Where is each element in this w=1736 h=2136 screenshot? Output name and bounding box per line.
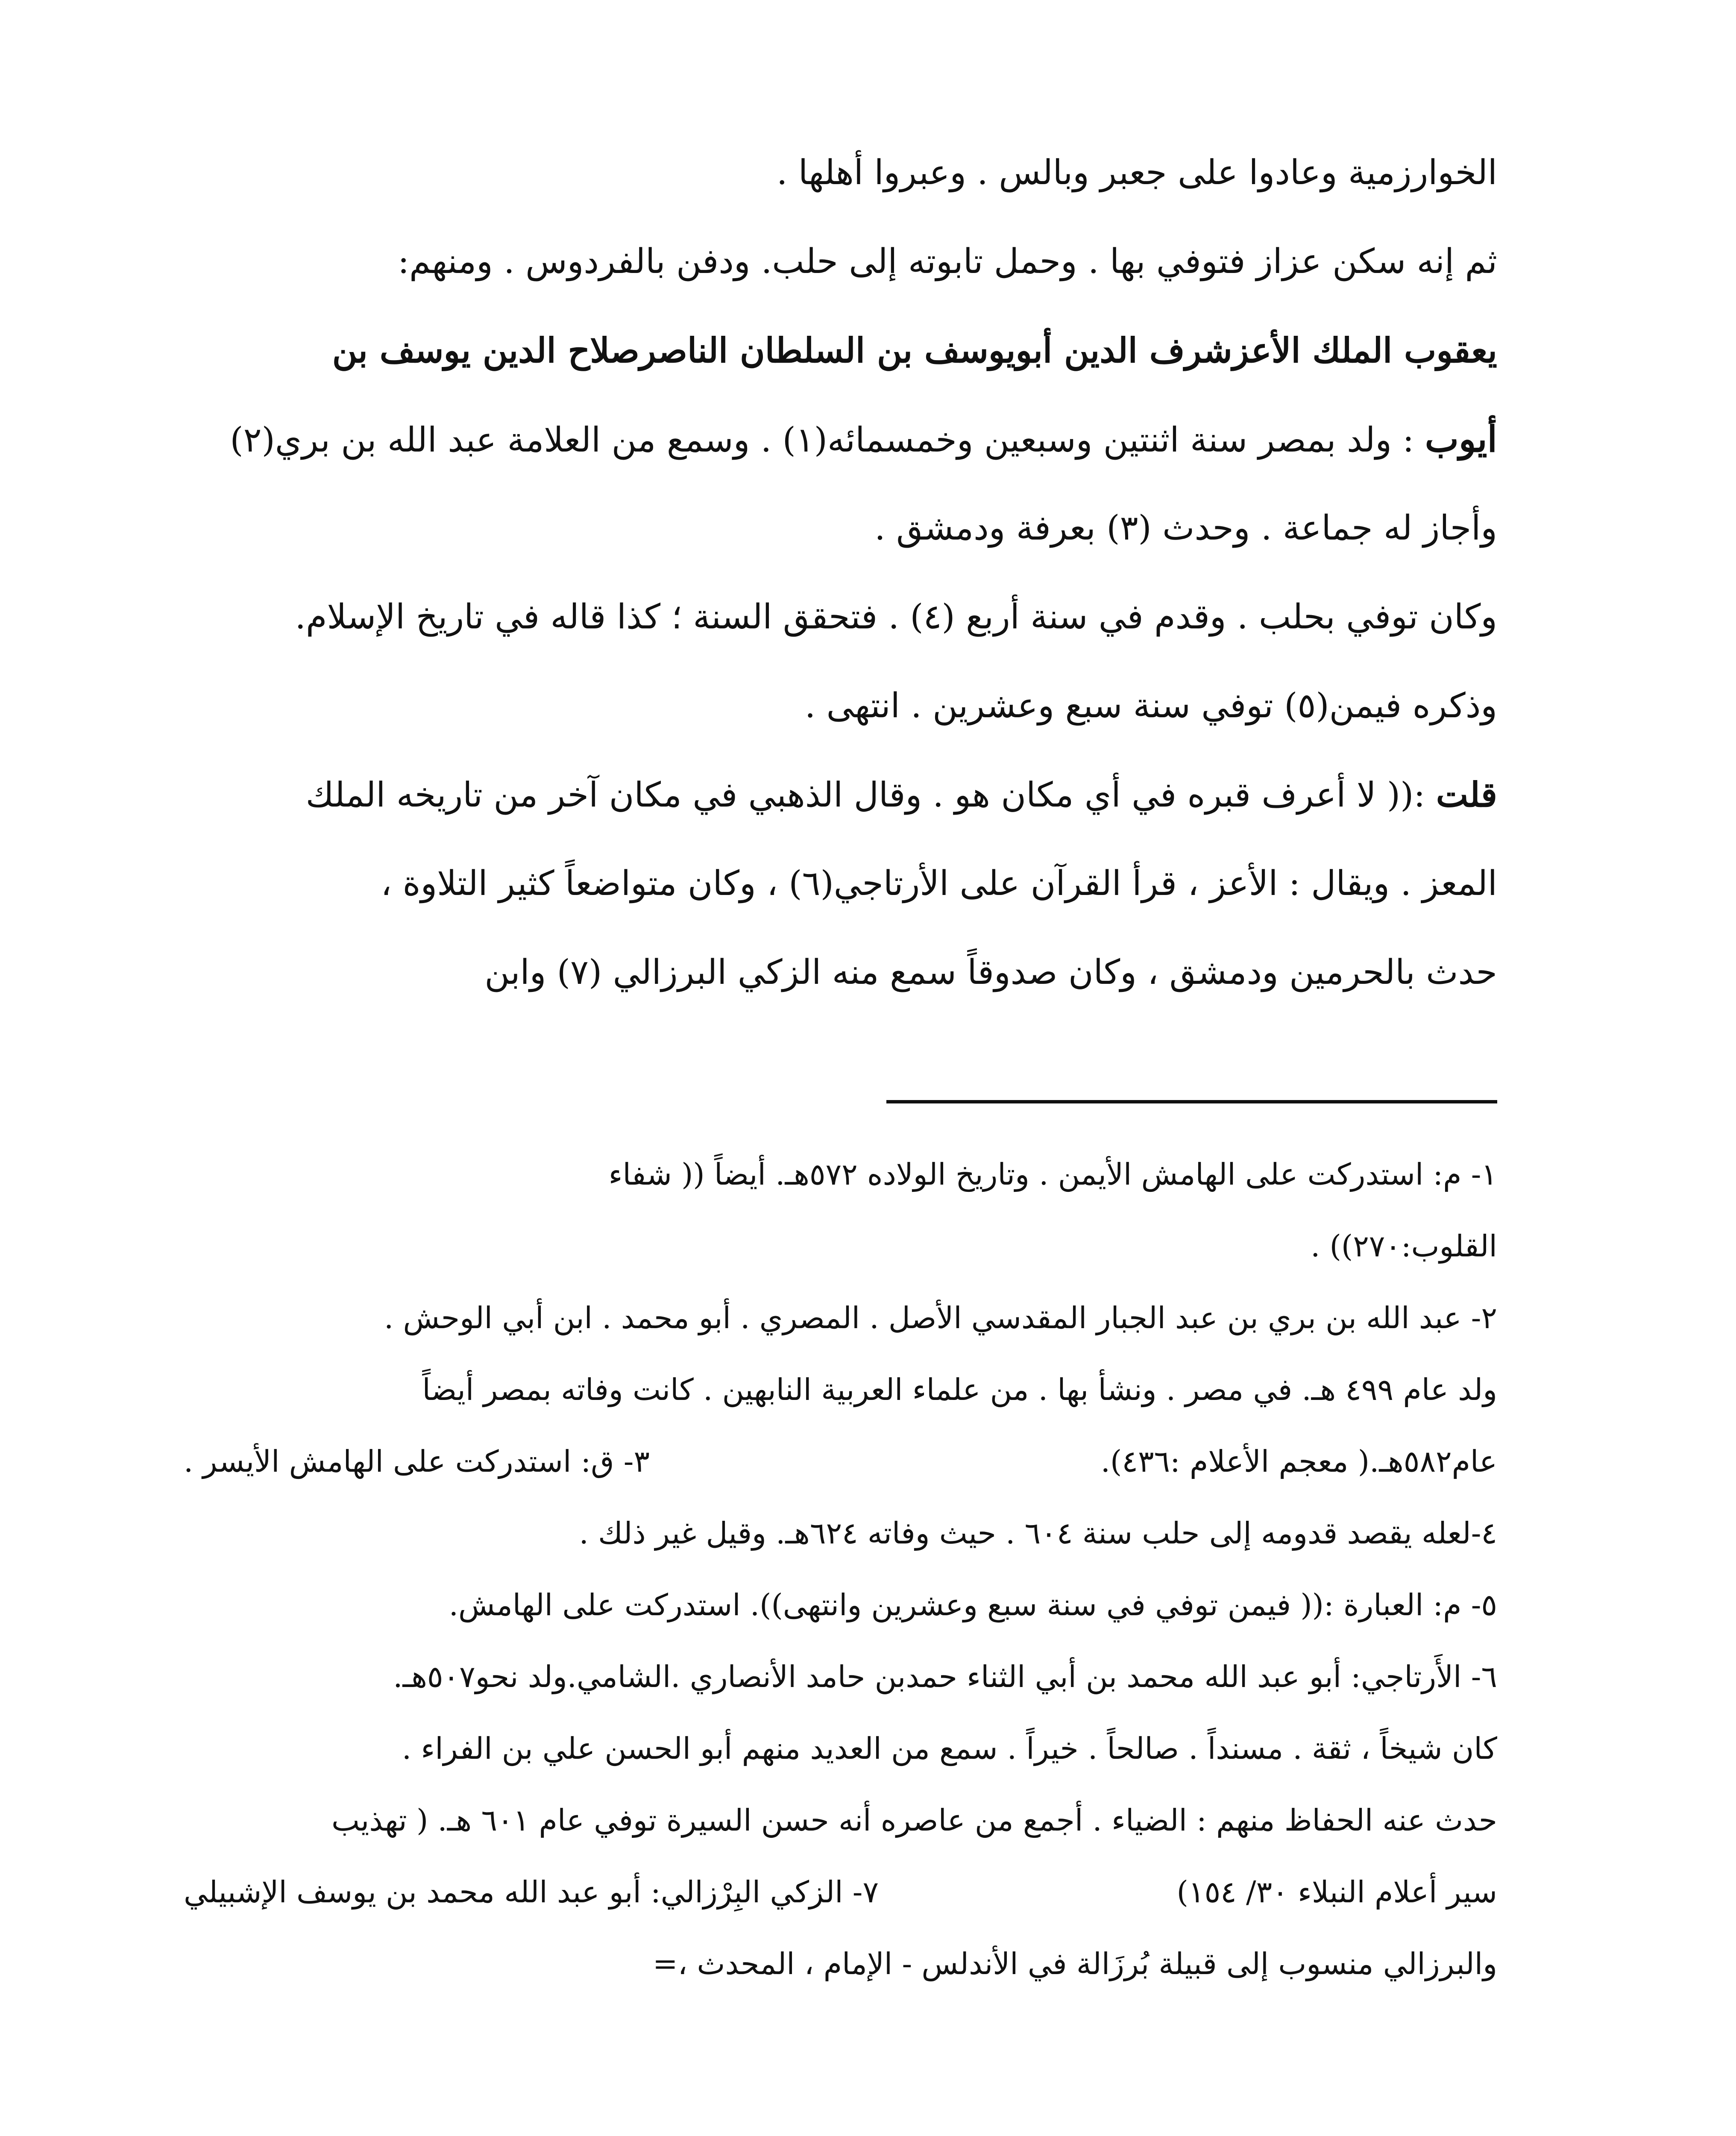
text-line: ثم إنه سكن عزاز فتوفي بها . وحمل تابوته إلى حلب. ودفن بالفردوس . ومنهم:: [398, 241, 1497, 281]
footnote-1: ١- م: استدركت على الهامش الأيمن . وتاريخ الولاده ٥٧٢هـ. أيضاً (( شفاء: [608, 1157, 1497, 1192]
footnote-row-6-7: [184, 1856, 1497, 1928]
text-line-rest: :(( لا أعرف قبره في أي مكان هو . وقال الذهبي في مكان آخر من تاريخه الملك: [305, 775, 1436, 815]
footnote-2-cont: ولد عام ٤٩٩ هـ. في مصر . ونشأ بها . من علماء العربية النابهين . كانت وفاته بمصر أيضاً: [422, 1372, 1497, 1407]
text-line: وذكره فيمن(٥) توفي سنة سبع وعشرين . انتهى .: [804, 686, 1497, 725]
text-line: [184, 395, 1497, 484]
footnotes: [184, 1138, 1497, 2000]
footnote-2-end: عام٥٨٢هـ.( معجم الأعلام :٤٣٦).: [1100, 1444, 1497, 1479]
text-line: المعز . ويقال : الأعز ، قرأ القرآن على الأرتاجي(٦) ، وكان متواضعاً كثير التلاوة ،: [381, 863, 1497, 903]
text-line: وكان توفي بحلب . وقدم في سنة أربع (٤) . فتحقق السنة ؛ كذا قاله في تاريخ الإسلام.: [295, 597, 1497, 637]
footnote-7: ٧- الزكي البِرْزالي: أبو عبد الله محمد بن يوسف الإشبيلي: [184, 1875, 879, 1910]
footnote-4: ٤-لعله يقصد قدومه إلى حلب سنة ٦٠٤ . حيث وفاته ٦٢٤هـ. وقيل غير ذلك .: [579, 1516, 1497, 1551]
qult-word: قلت: [1436, 775, 1497, 815]
text-line: وأجاز له جماعة . وحدث (٣) بعرفة ودمشق .: [874, 508, 1497, 548]
text-line: حدث بالحرمين ودمشق ، وكان صدوقاً سمع منه الزكي البرزالي (٧) وابن: [484, 952, 1497, 992]
footnote-2: ٢- عبد الله بن بري بن عبد الجبار المقدسي الأصل . المصري . أبو محمد . ابن أبي الوحش .: [384, 1300, 1497, 1335]
main-text: [184, 128, 1497, 1017]
footnote-row-2-3: [184, 1426, 1497, 1497]
text-line: [184, 750, 1497, 839]
footnote-7-cont: والبرزالي منسوب إلى قبيلة بُرزَالة في الأندلس - الإمام ، المحدث ،=: [653, 1946, 1497, 1981]
footnote-6-end: سير أعلام النبلاء ٣٠/ ١٥٤): [1176, 1875, 1497, 1910]
footnote-3: ٣- ق: استدركت على الهامش الأيسر .: [184, 1444, 650, 1479]
footnote-separator: [886, 1100, 1497, 1103]
text-line-rest: : ولد بمصر سنة اثنتين وسبعين وخمسمائه(١) . وسمع من العلامة عبد الله بن بري(٢): [230, 420, 1425, 460]
footnote-6: ٦- الأَرتاجي: أبو عبد الله محمد بن أبي الثناء حمدبن حامد الأنصاري .الشامي.ولد نحو٥٠٧هـ.: [393, 1659, 1497, 1694]
text-line: الخوارزمية وعادوا على جعبر وبالس . وعبروا أهلها .: [777, 153, 1497, 192]
footnote-6-cont: كان شيخاً ، ثقة . مسنداً . صالحاً . خيراً . سمع من العديد منهم أبو الحسن علي بن الفراء .: [402, 1731, 1497, 1766]
footnote-1-cont: القلوب:٢٧٠)) .: [1311, 1229, 1497, 1264]
footnote-6-cont: حدث عنه الحفاظ منهم : الضياء . أجمع من عاصره أنه حسن السيرة توفي عام ٦٠١ هـ. ( تهذيب: [331, 1803, 1497, 1838]
entry-heading-word: أيوب: [1425, 418, 1497, 460]
footnote-5: ٥- م: العبارة :(( فيمن توفي في سنة سبع وعشرين وانتهى)). استدركت على الهامش.: [449, 1587, 1497, 1623]
entry-heading: يعقوب الملك الأعزشرف الدين أبويوسف بن السلطان الناصرصلاح الدين يوسف بن: [332, 330, 1497, 370]
